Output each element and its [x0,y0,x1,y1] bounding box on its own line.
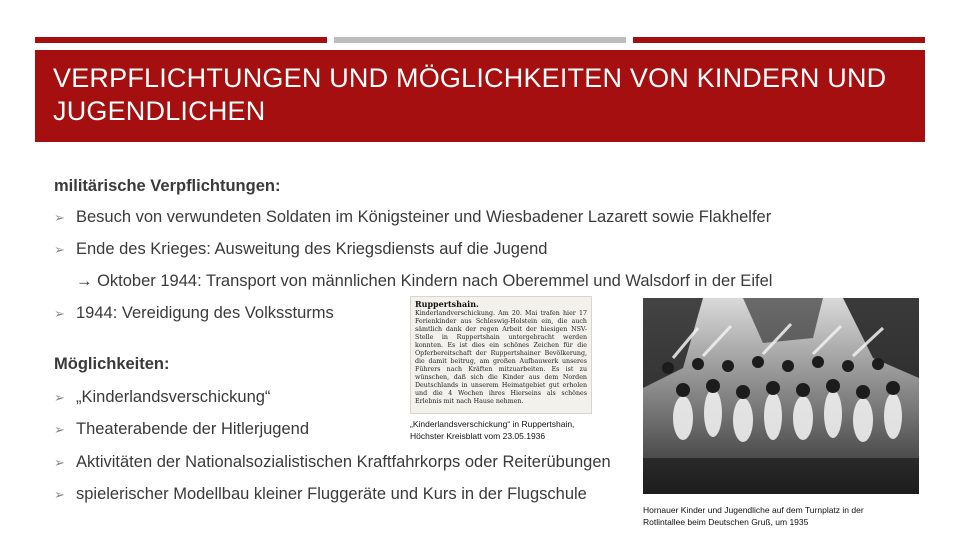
chevron-right-icon: ➢ [54,455,65,470]
list-item [54,388,270,407]
caption-line: „Kinderlandsverschickung“ in Ruppertshain, [410,419,575,429]
photo-caption [643,504,864,528]
list-item-text: Theaterabende der Hitlerjugend [76,420,309,438]
photo-image [643,298,919,494]
chevron-right-icon: ➢ [54,390,65,405]
clipping-headline: Ruppertshain. [415,299,479,309]
chevron-right-icon: ➢ [54,306,65,321]
caption-line: Höchster Kreisblatt vom 23.05.1936 [410,431,546,441]
list-item-text: spielerischer Modellbau kleiner Fluggeräte und Kurs in der Flugschule [76,485,587,503]
caption-line: Hornauer Kinder und Jugendliche auf dem Turnplatz in der [643,505,864,515]
list-item [54,453,611,472]
list-item [54,208,771,227]
caption-line: Rotlintallee beim Deutschen Gruß, um 1935 [643,517,809,527]
title-band [35,50,925,142]
chevron-right-icon: ➢ [54,210,65,225]
section-heading-possibilities: Möglichkeiten: [54,355,170,373]
sub-list-item: → Oktober 1944: Transport von männlichen Kindern nach Oberemmel und Walsdorf in der Eifel [76,272,773,290]
list-item-text: „Kinderlandsverschickung“ [76,388,271,406]
chevron-right-icon: ➢ [54,422,65,437]
historical-photo [643,298,919,494]
clipping-text: Kinderlandverschickung. Am 20. Mai trafen hier 17 Ferienkinder aus Schleswig-Holstein ein, die auch sämtlich dank der regen Arbeit der hiesigen NSV-Stelle in Ruppertshain untergebracht werden konnten. Es ist dies ein schönes Zeichen für die Opferbereitschaft der Ruppertshainer Bevölkerung, die damit beitrug, am großen Aufbauwerk unseres Führers nach Kräften mitzuarbeiten. Es ist zu wünschen, daß sich die Kinder aus dem Norden Deutschlands in unserem Heimatgebiet gut erholen und die 4 Wochen ihres Hierseins als schönes Erlebnis mit nach Hause nehmen. [415,310,587,405]
list-item [54,304,334,323]
top-accent-bar-right [633,37,925,43]
list-item-text: Ende des Krieges: Ausweitung des Kriegsdiensts auf die Jugend [76,240,548,258]
top-accent-bar-left [35,37,327,43]
clipping-caption [410,418,574,442]
chevron-right-icon: ➢ [54,487,65,502]
list-item-text: 1944: Vereidigung des Volkssturms [76,304,334,322]
list-item [54,240,547,259]
list-item-text: Besuch von verwundeten Soldaten im Königsteiner und Wiesbadener Lazarett sowie Flakhelfer [76,208,772,226]
section-heading-military: militärische Verpflichtungen: [54,177,281,195]
slide-title: VERPFLICHTUNGEN UND MÖGLICHKEITEN VON KINDERN UND JUGENDLICHEN [53,63,887,126]
list-item [54,485,587,504]
chevron-right-icon: ➢ [54,242,65,257]
newspaper-clipping [410,296,592,414]
top-accent-bar-middle [334,37,626,43]
list-item-text: Aktivitäten der Nationalsozialistischen Kraftfahrkorps oder Reiterübungen [76,453,611,471]
list-item [54,420,309,439]
